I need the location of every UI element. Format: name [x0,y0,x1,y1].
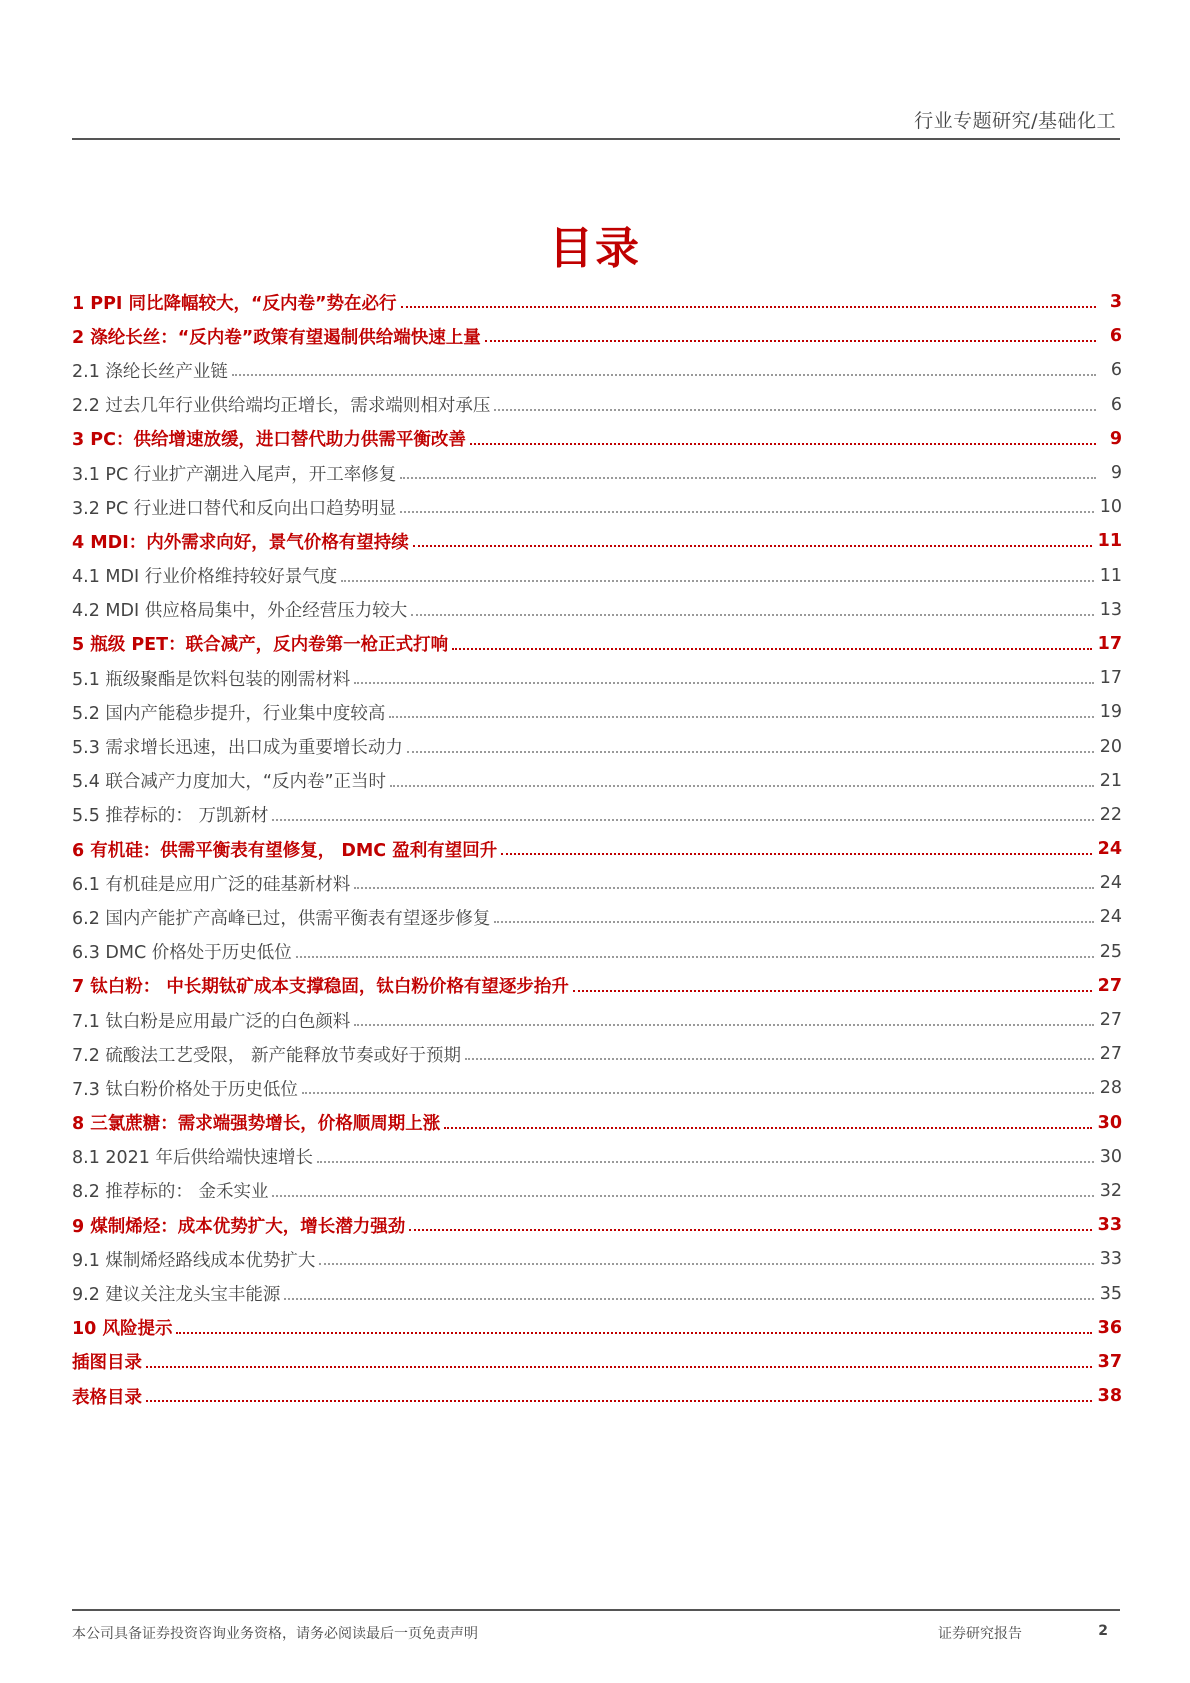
toc-entry-page: 24 [1099,907,1122,928]
toc-entry-title: 8.1 2021 年后供给端快速增长 [72,1148,313,1169]
toc-dot-leader [354,887,1093,889]
toc-dot-leader [401,306,1096,308]
toc-entry-title: 5 瓶级 PET：联合减产，反内卷第一枪正式打响 [72,635,449,656]
toc-subsection-entry[interactable] [72,353,1122,387]
toc-entry-page: 27 [1097,975,1122,996]
toc-dot-leader [400,477,1096,479]
toc-entry-title: 7.2 硫酸法工艺受限， 新产能释放节奏或好于预期 [72,1045,461,1066]
toc-dot-leader [485,340,1096,342]
toc-entry-page: 38 [1097,1386,1122,1407]
toc-dot-leader [176,1332,1091,1334]
toc-entry-page: 24 [1099,873,1122,894]
toc-section-entry[interactable] [72,1379,1122,1413]
toc-section-entry[interactable] [72,422,1122,456]
toc-section-entry[interactable] [72,285,1122,319]
toc-entry-page: 22 [1099,804,1122,825]
toc-dot-leader [400,511,1093,513]
toc-entry-page: 20 [1099,736,1122,757]
toc-dot-leader [389,716,1093,718]
toc-section-entry[interactable] [72,319,1122,353]
toc-dot-leader [452,648,1092,650]
toc-subsection-entry[interactable] [72,695,1122,729]
footer-disclaimer: 本公司具备证券投资咨询业务资格，请务必阅读最后一页免责声明 [72,1626,478,1642]
toc-entry-title: 5.2 国内产能稳步提升，行业集中度较高 [72,703,386,724]
toc-entry-title: 8.2 推荐标的： 金禾实业 [72,1182,269,1203]
toc-entry-title: 6 有机硅：供需平衡表有望修复， DMC 盈利有望回升 [72,840,498,861]
toc-subsection-entry[interactable] [72,1174,1122,1208]
toc-entry-page: 11 [1097,531,1122,552]
toc-entry-page: 36 [1097,1317,1122,1338]
toc-dot-leader [465,1058,1094,1060]
toc-dot-leader [494,921,1093,923]
toc-entry-page: 17 [1097,633,1122,654]
toc-entry-page: 19 [1099,702,1122,723]
toc-entry-title: 4.2 MDI 供应格局集中，外企经营压力较大 [72,601,408,622]
toc-dot-leader [317,1161,1094,1163]
toc-entry-title: 5.4 联合减产力度加大，“反内卷”正当时 [72,772,387,793]
toc-entry-title: 5.3 需求增长迅速，出口成为重要增长动力 [72,738,403,759]
toc-subsection-entry[interactable] [72,456,1122,490]
toc-dot-leader [411,614,1094,616]
toc-entry-page: 9 [1109,428,1122,449]
toc-entry-title: 4.1 MDI 行业价格维持较好景气度 [72,567,338,588]
toc-section-entry[interactable] [72,832,1122,866]
toc-entry-page: 30 [1099,1146,1122,1167]
toc-entry-page: 32 [1099,1180,1122,1201]
toc-subsection-entry[interactable] [72,1071,1122,1105]
toc-entry-page: 17 [1099,668,1122,689]
toc-subsection-entry[interactable] [72,935,1122,969]
toc-section-entry[interactable] [72,1106,1122,1140]
toc-dot-leader [573,990,1092,992]
toc-entry-title: 2.1 涤纶长丝产业链 [72,361,228,382]
toc-subsection-entry[interactable] [72,900,1122,934]
toc-entry-title: 7.1 钛白粉是应用最广泛的白色颜料 [72,1011,351,1032]
toc-dot-leader [413,545,1092,547]
toc-dot-leader [302,1092,1094,1094]
toc-entry-title: 3 PC：供给增速放缓，进口替代助力供需平衡改善 [72,430,466,451]
toc-dot-leader [354,1024,1093,1026]
toc-section-entry[interactable] [72,524,1122,558]
toc-subsection-entry[interactable] [72,661,1122,695]
toc-entry-page: 30 [1097,1112,1122,1133]
toc-entry-title: 5.5 推荐标的： 万凯新材 [72,806,269,827]
toc-entry-page: 21 [1099,770,1122,791]
toc-section-entry[interactable] [72,1345,1122,1379]
toc-dot-leader [319,1263,1093,1265]
toc-dot-leader [146,1366,1092,1368]
toc-entry-title: 6.2 国内产能扩产高峰已过，供需平衡表有望逐步修复 [72,908,491,929]
toc-dot-leader [390,785,1094,787]
header-title: 行业专题研究/基础化工 [914,110,1116,132]
toc-title: 目录 [549,223,641,274]
toc-entry-page: 28 [1099,1078,1122,1099]
toc-entry-page: 24 [1097,839,1122,860]
toc-section-entry[interactable] [72,1311,1122,1345]
toc-subsection-entry[interactable] [72,866,1122,900]
toc-section-entry[interactable] [72,969,1122,1003]
toc-entry-page: 9 [1110,463,1122,484]
page-header [72,100,1120,140]
toc-entry-title: 9 煤制烯烃：成本优势扩大，增长潜力强劲 [72,1216,406,1237]
toc-entry-title: 插图目录 [72,1353,142,1374]
toc-entry-page: 33 [1097,1215,1122,1236]
toc-entry-page: 33 [1099,1249,1122,1270]
toc-entry-title: 4 MDI：内外需求向好，景气价格有望持续 [72,532,409,553]
toc-subsection-entry[interactable] [72,490,1122,524]
toc-entry-title: 3.1 PC 行业扩产潮进入尾声，开工率修复 [72,464,397,485]
toc-dot-leader [284,1298,1093,1300]
toc-dot-leader [494,409,1096,411]
footer-report-label: 证券研究报告 [938,1626,1022,1642]
toc-dot-leader [232,374,1096,376]
toc-subsection-entry[interactable] [72,1140,1122,1174]
toc-entry-title: 1 PPI 同比降幅较大，“反内卷”势在必行 [72,293,397,314]
toc-entry-title: 8 三氯蔗糖：需求端强势增长，价格顺周期上涨 [72,1114,441,1135]
toc-subsection-entry[interactable] [72,1037,1122,1071]
toc-dot-leader [501,853,1091,855]
toc-entry-title: 表格目录 [72,1387,142,1408]
toc-subsection-entry[interactable] [72,388,1122,422]
toc-subsection-entry[interactable] [72,1242,1122,1276]
toc-entry-title: 9.2 建议关注龙头宝丰能源 [72,1285,281,1306]
toc-dot-leader [296,956,1094,958]
table-of-contents [72,285,1122,1413]
toc-section-entry[interactable] [72,1208,1122,1242]
toc-entry-title: 3.2 PC 行业进口替代和反向出口趋势明显 [72,498,397,519]
toc-entry-page: 3 [1109,292,1122,313]
toc-dot-leader [407,751,1094,753]
toc-entry-title: 6.1 有机硅是应用广泛的硅基新材料 [72,874,351,895]
toc-entry-page: 6 [1110,394,1122,415]
toc-dot-leader [272,1195,1093,1197]
toc-entry-page: 6 [1109,326,1122,347]
toc-entry-page: 27 [1099,1044,1122,1065]
toc-subsection-entry[interactable] [72,593,1122,627]
toc-dot-leader [354,682,1093,684]
toc-subsection-entry[interactable] [72,559,1122,593]
toc-subsection-entry[interactable] [72,798,1122,832]
toc-dot-leader [341,580,1094,582]
toc-dot-leader [409,1229,1091,1231]
toc-entry-title: 2 涤纶长丝：“反内卷”政策有望遏制供给端快速上量 [72,327,481,348]
toc-dot-leader [470,443,1096,445]
toc-entry-title: 7.3 钛白粉价格处于历史低位 [72,1079,298,1100]
toc-entry-page: 10 [1099,497,1122,518]
toc-entry-page: 37 [1097,1351,1122,1372]
toc-section-entry[interactable] [72,627,1122,661]
toc-entry-page: 13 [1099,599,1122,620]
toc-entry-page: 6 [1110,360,1122,381]
toc-subsection-entry[interactable] [72,764,1122,798]
toc-entry-page: 35 [1099,1283,1122,1304]
toc-subsection-entry[interactable] [72,1276,1122,1310]
toc-entry-page: 25 [1099,941,1122,962]
toc-dot-leader [444,1127,1091,1129]
toc-entry-title: 10 风险提示 [72,1319,173,1340]
footer-page-number: 2 [1098,1623,1108,1639]
toc-entry-page: 11 [1099,565,1122,586]
toc-entry-title: 7 钛白粉： 中长期钛矿成本支撑稳固，钛白粉价格有望逐步抬升 [72,977,569,998]
toc-entry-title: 6.3 DMC 价格处于历史低位 [72,943,292,964]
toc-subsection-entry[interactable] [72,1003,1122,1037]
toc-dot-leader [272,819,1093,821]
page-footer [72,1609,1120,1651]
toc-entry-title: 5.1 瓶级聚酯是饮料包装的刚需材料 [72,669,351,690]
toc-entry-page: 27 [1099,1010,1122,1031]
toc-subsection-entry[interactable] [72,729,1122,763]
toc-entry-title: 2.2 过去几年行业供给端均正增长，需求端则相对承压 [72,396,491,417]
toc-entry-title: 9.1 煤制烯烃路线成本优势扩大 [72,1250,316,1271]
toc-dot-leader [146,1400,1092,1402]
